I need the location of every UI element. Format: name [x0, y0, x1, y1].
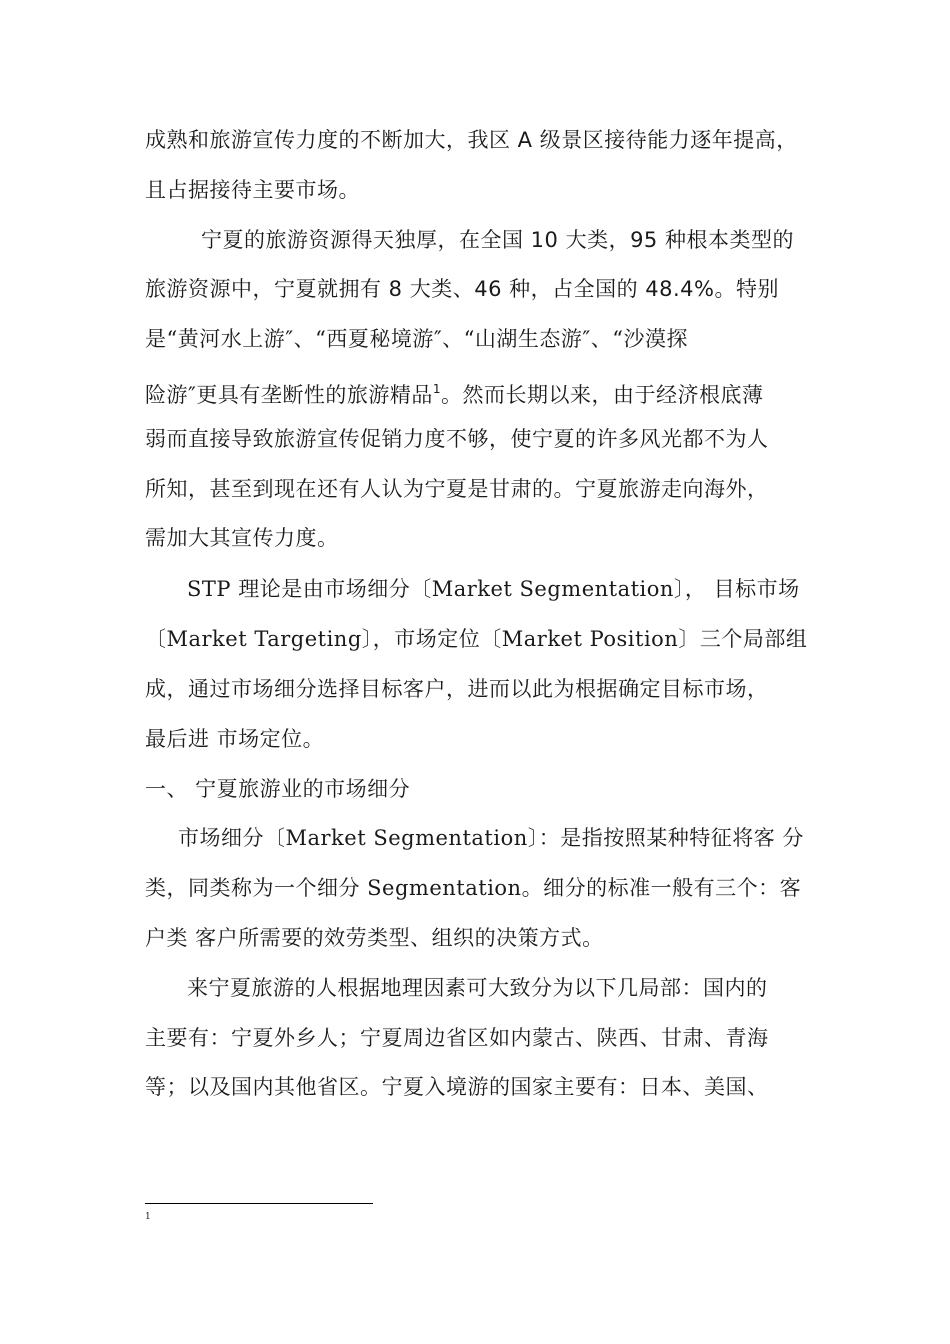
paragraph-line: 是“黄河水上游″、“西夏秘境游″、“山湖生态游″、“沙漠探 [145, 327, 688, 351]
paragraph-line: 户类 客户所需要的效劳类型、组织的决策方式。 [145, 926, 604, 950]
paragraph-line: 需加大其宣传力度。 [145, 526, 339, 550]
paragraph-line: 旅游资源中，宁夏就拥有 8 大类、46 种，占全国的 48.4%。特别 [145, 277, 779, 301]
paragraph-line: 市场细分〔Market Segmentation〕：是指按照某种特征将客 分 [178, 826, 804, 850]
paragraph-line: 类，同类称为一个细分 Segmentation。细分的标准一般有三个：客 [145, 876, 802, 900]
paragraph-line: 成，通过市场细分选择目标客户，进而以此为根据确定目标市场， [145, 677, 769, 701]
paragraph-line: 等；以及国内其他省区。宁夏入境游的国家主要有：日本、美国、 [145, 1075, 769, 1099]
paragraph-line: 〔Market Targeting〕，市场定位〔Market Position〕三个局部组 [145, 627, 808, 651]
paragraph-line: 来宁夏旅游的人根据地理因素可大致分为以下几局部：国内的 [187, 976, 768, 1000]
paragraph-text: 。然而长期以来，由于经济根底薄 [440, 383, 764, 407]
section-heading: 一、 宁夏旅游业的市场细分 [145, 777, 411, 801]
paragraph-line: 宁夏的旅游资源得天独厚，在全国 10 大类，95 种根本类型的 [201, 228, 794, 252]
footnote-reference[interactable]: 1 [432, 382, 441, 396]
paragraph-line: 且占据接待主要市场。 [145, 178, 360, 202]
paragraph-line: 最后进 市场定位。 [145, 727, 325, 751]
paragraph-text: 险游″更具有垄断性的旅游精品 [145, 383, 433, 407]
paragraph-line [145, 374, 763, 410]
footnote-separator [145, 1203, 373, 1204]
paragraph-line: 成熟和旅游宣传力度的不断加大，我区 A 级景区接待能力逐年提高， [145, 128, 798, 152]
footnote-number: 1 [145, 1212, 151, 1222]
paragraph-line: 弱而直接导致旅游宣传促销力度不够，使宁夏的许多风光都不为人 [145, 427, 769, 451]
paragraph-line: 所知，甚至到现在还有人认为宁夏是甘肃的。宁夏旅游走向海外， [145, 477, 769, 501]
paragraph-line: 主要有：宁夏外乡人；宁夏周边省区如内蒙古、陕西、甘肃、青海 [145, 1026, 769, 1050]
paragraph-line: STP 理论是由市场细分〔Market Segmentation〕， 目标市场 [187, 577, 800, 601]
